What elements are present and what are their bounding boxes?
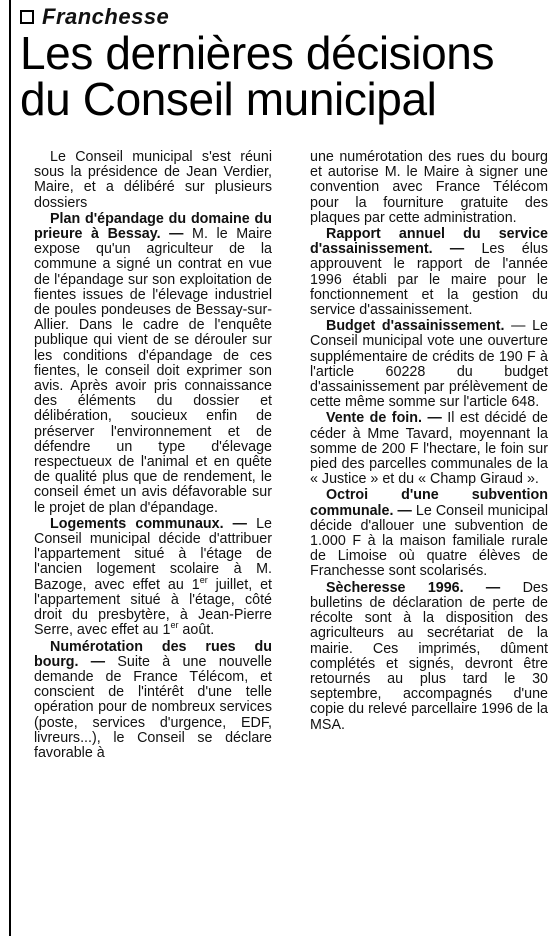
section-heading: Sècheresse 1996. — [326, 579, 501, 596]
checkbox-square-icon [20, 10, 34, 24]
left-column [34, 150, 272, 761]
section-body: Les élus approuvent le rapport de l'année 1996 établi par le maire pour le fonctionnement et la gestion du service d'assainissement. [310, 241, 548, 319]
section-rapport [310, 227, 548, 318]
section-foin [310, 411, 548, 487]
section-secheresse [310, 581, 548, 733]
section-body: Le Conseil municipal décide d'allouer une subvention de 1.000 F à la maison familiale rurale de Limoise où quatre élèves de Franchesse sont scolarisés. [310, 502, 548, 580]
superscript: er [199, 574, 208, 585]
intro-paragraph: Le Conseil municipal s'est réuni sous la présidence de Jean Verdier, Maire, et a délibéré sur plusieurs dossiers [34, 149, 272, 211]
article-header [20, 4, 545, 125]
section-heading: Octroi d'une subvention communale. — [310, 487, 548, 519]
section-budget [310, 319, 548, 410]
section-heading: Rapport annuel du service d'assainissement. — [310, 226, 548, 258]
section-heading: Numérotation des rues du bourg. — [34, 638, 272, 670]
section-numerotation [34, 640, 272, 762]
superscript: er [170, 620, 179, 631]
section-body: Le Conseil municipal décide d'attribuer l'appartement situé à l'étage de l'ancien logement scolaire à M. Bazoge, avec effet au 1 [34, 515, 273, 593]
section-heading: Logements communaux. — [50, 515, 247, 532]
continuation-paragraph: une numérotation des rues du bourg et autorise M. le Maire à signer une convention avec France Télécom pour la fourniture gratuite des plaques par cette administration. [310, 149, 548, 226]
section-body: août. [178, 622, 215, 639]
section-epandage [34, 212, 272, 516]
headline-line-1: Les dernières décisions [20, 27, 495, 79]
page-border-rule [9, 0, 11, 936]
section-body: juillet, et l'appartement situé à l'étage, côté droit du presbytère, à Jean-Pierre Serre, avec effet au 1 [34, 576, 273, 639]
headline [20, 27, 545, 125]
kicker-label: Franchesse [42, 4, 170, 29]
section-subvention [310, 488, 548, 579]
section-heading: Vente de foin. — [326, 410, 442, 427]
section-body: — Le Conseil municipal vote une ouverture supplémentaire de crédits de 190 F à l'article 60228 du budget d'assainissement par prélèvement de cette même somme sur l'article 648. [310, 318, 548, 411]
section-body: Des bulletins de déclaration de perte de récolte sont à la disposition des agriculteurs au secrétariat de la mairie. Ces imprimés, dûment complétés et signés, devront être retournés au plus tard le 30 septembre, accompagnés d'une copie du relevé parcellaire 1996 de la MSA. [310, 579, 548, 733]
section-body: M. le Maire expose qu'un agriculteur de la commune a signé un contrat en vue de l'épandage sur son exploitation de fientes issues de l'élevage industriel de poules pondeuses de Bessay-sur-Allier. Dans le cadre de l'enquête publique qui vient de se dérouler sur les conditions d'épandage de ces fientes, le conseil doit exprimer son avis. Après avoir pris connaissance des éléments du dossier et délibération, soucieux enfin de préserver l'environnement et de défendre un type d'élevage respectueux de l'animal et en quête de qualité plus que de rendement, le conseil émet un avis défavorable sur le projet de plan d'épandage. [34, 226, 272, 516]
section-heading: Budget d'assainissement. [326, 318, 505, 335]
section-body: Suite à une nouvelle demande de France Télécom, et conscient de l'intérêt d'une telle opération pour de nombreux services (poste, services d'urgence, EDF, livreurs...), le Conseil se déclare favorable à [34, 653, 272, 761]
section-logements [34, 517, 272, 639]
headline-line-2: du Conseil municipal [20, 73, 437, 125]
section-heading: Plan d'épandage du domaine du prieure à Bessay. — [34, 210, 272, 243]
right-column [310, 150, 548, 761]
section-body: Il est décidé de céder à Mme Tavard, moyennant la somme de 200 F l'hectare, le foin sur pied des parcelles communales de la « Justice » et du « Champ Giraud ». [310, 410, 548, 488]
article-body [34, 150, 548, 761]
